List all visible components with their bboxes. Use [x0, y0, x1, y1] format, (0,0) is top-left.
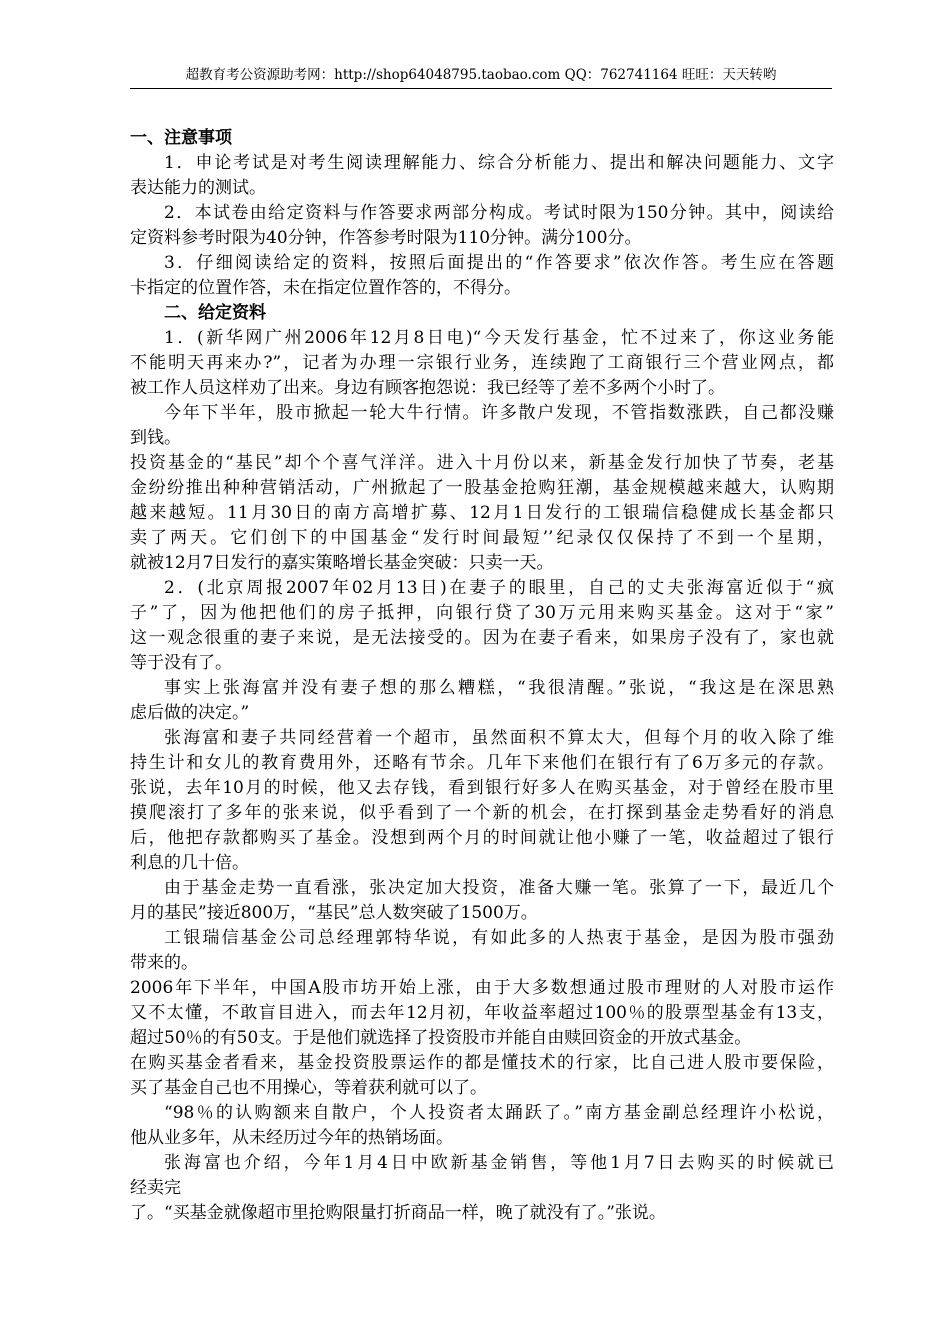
- paragraph-line: 又不太懂，不敢盲目进入，而去年12月初，年收益率超过100％的股票型基金有13支，: [130, 1003, 834, 1023]
- paragraph-line: 张说，去年10月的时候，他又去存钱，看到银行好多人在购买基金，对于曾经在股市里: [130, 778, 834, 798]
- paragraph-line: 定资料参考时限为40分钟，作答参考时限为110分钟。满分100分。: [130, 228, 642, 248]
- paragraph-line: 子”了，因为他把他们的房子抵押，向银行贷了30万元用来购买基金。这对于“家”: [130, 603, 834, 623]
- paragraph-line: 月的基民”接近800万，“基民”总人数突破了1500万。: [130, 903, 538, 923]
- paragraph-line: 虑后做的决定。”: [130, 703, 250, 723]
- paragraph-line: 2．本试卷由给定资料与作答要求两部分构成。考试时限为150分钟。其中，阅读给: [164, 203, 834, 223]
- header-text: 超教育考公资源助考网：http://shop64048795.taobao.com QQ：762741164 旺旺：天天转哟: [185, 67, 777, 83]
- paragraph-line: 这一观念很重的妻子来说，是无法接受的。因为在妻子看来，如果房子没有了，家也就: [130, 628, 834, 648]
- paragraph-line: 买了基金自己也不用操心，等着获利就可以了。: [130, 1078, 487, 1098]
- paragraph-line: 金纷纷推出种种营销活动，广州掀起了一股基金抢购狂潮，基金规模越来越大，认购期: [130, 478, 834, 498]
- paragraph-line: 1．申论考试是对考生阅读理解能力、综合分析能力、提出和解决问题能力、文字: [164, 153, 834, 173]
- paragraph-line: 利息的几十倍。: [130, 853, 249, 873]
- paragraph-line: 今年下半年，股市掀起一轮大牛行情。许多散户发现，不管指数涨跌，自己都没赚: [164, 403, 834, 423]
- paragraph-line: 张海富和妻子共同经营着一个超市，虽然面积不算太大，但每个月的收入除了维: [164, 728, 834, 748]
- page-header: [130, 66, 832, 89]
- paragraph-line: 他从业多年，从未经历过今年的热销场面。: [130, 1128, 453, 1148]
- paragraph-line: 超过50％的有50支。于是他们就选择了投资股市并能自由赎回资金的开放式基金。: [130, 1028, 752, 1048]
- paragraph-line: 表达能力的测试。: [130, 178, 266, 198]
- paragraph-line: 卡指定的位置作答，未在指定位置作答的，不得分。: [130, 278, 521, 298]
- paragraph-line: 由于基金走势一直看涨，张决定加大投资，准备大赚一笔。张算了一下，最近几个: [164, 878, 834, 898]
- paragraph-line: 1．(新华网广州2006年12月8日电)“今天发行基金，忙不过来了，你这业务能: [164, 328, 834, 348]
- paragraph-line: 经卖完: [130, 1178, 181, 1198]
- paragraph-line: 后，他把存款都购买了基金。没想到两个月的时间就让他小赚了一笔，收益超过了银行: [130, 828, 834, 848]
- paragraph-line: 2．(北京周报2007年02月13日)在妻子的眼里，自己的丈夫张海富近似于“疯: [164, 578, 834, 598]
- paragraph-line: 工银瑞信基金公司总经理郭特华说，有如此多的人热衷于基金，是因为股市强劲: [164, 928, 834, 948]
- paragraph-line: “98％的认购额来自散户，个人投资者太踊跃了。”南方基金副总经理许小松说，: [164, 1103, 834, 1123]
- paragraph-line: 带来的。: [130, 953, 198, 973]
- paragraph-line: 了。“买基金就像超市里抢购限量打折商品一样，晚了就没有了。”张说。: [130, 1203, 666, 1223]
- paragraph-line: 等于没有了。: [130, 653, 232, 673]
- paragraph-line: 被工作人员这样劝了出来。身边有顾客抱怨说：我已经等了差不多两个小时了。: [130, 378, 725, 398]
- paragraph-line: 不能明天再来办?”，记者为办理一宗银行业务，连续跑了工商银行三个营业网点，都: [130, 353, 834, 373]
- section2-heading: 二、给定资料: [164, 303, 266, 323]
- paragraph-line: 在购买基金者看来，基金投资股票运作的都是懂技术的行家，比自己进人股市要保险，: [130, 1053, 834, 1073]
- paragraph-line: 到钱。: [130, 428, 181, 448]
- paragraph-line: 就被12月7日发行的嘉实策略增长基金突破：只卖一天。: [130, 553, 554, 573]
- paragraph-line: 越来越短。11月30日的南方高增扩募、12月1日发行的工银瑞信稳健成长基金都只: [130, 503, 834, 523]
- paragraph-line: 张海富也介绍，今年1月4日中欧新基金销售，等他1月7日去购买的时候就已: [164, 1153, 834, 1173]
- document-body: [130, 126, 834, 1226]
- paragraph-line: 持生计和女儿的教育费用外，还略有节余。几年下来他们在银行有了6万多元的存款。: [130, 753, 834, 773]
- paragraph-line: 卖了两天。它们创下的中国基金“发行时间最短’’纪录仅仅保持了不到一个星期，: [130, 528, 834, 548]
- paragraph-line: 3．仔细阅读给定的资料，按照后面提出的“作答要求”依次作答。考生应在答题: [164, 253, 834, 273]
- section1-heading: 一、注意事项: [130, 128, 232, 148]
- paragraph-line: 事实上张海富并没有妻子想的那么糟糕，“我很清醒。”张说，“我这是在深思熟: [164, 678, 834, 698]
- paragraph-line: 摸爬滚打了多年的张来说，似乎看到了一个新的机会，在打探到基金走势看好的消息: [130, 803, 834, 823]
- paragraph-line: 投资基金的“基民”却个个喜气洋洋。进入十月份以来，新基金发行加快了节奏，老基: [130, 453, 834, 473]
- paragraph-line: 2006年下半年，中国A股市坊开始上涨，由于大多数想通过股市理财的人对股市运作: [130, 978, 834, 998]
